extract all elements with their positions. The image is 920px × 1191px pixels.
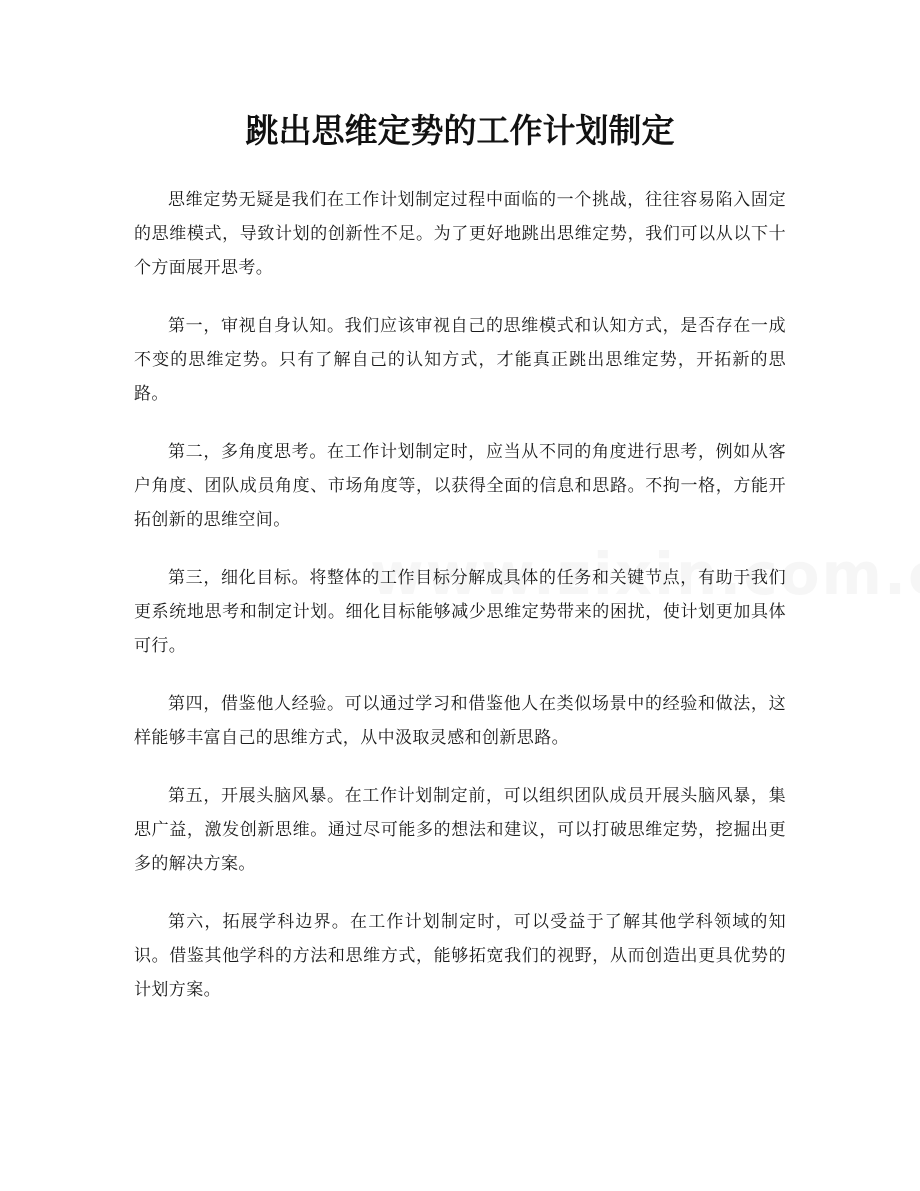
paragraph-4: 第四，借鉴他人经验。可以通过学习和借鉴他人在类似场景中的经验和做法，这样能够丰富自己的思维方式，从中汲取灵感和创新思路。: [134, 694, 786, 748]
document-body: [134, 183, 786, 1031]
paragraph-2: 第二，多角度思考。在工作计划制定时，应当从不同的角度进行思考，例如从客户角度、团队成员角度、市场角度等，以获得全面的信息和思路。不拘一格，方能开拓创新的思维空间。: [134, 442, 786, 530]
paragraph-5: 第五，开展头脑风暴。在工作计划制定前，可以组织团队成员开展头脑风暴，集思广益，激发创新思维。通过尽可能多的想法和建议，可以打破思维定势，挖掘出更多的解决方案。: [134, 786, 786, 874]
paragraph-intro: 思维定势无疑是我们在工作计划制定过程中面临的一个挑战，往往容易陷入固定的思维模式，导致计划的创新性不足。为了更好地跳出思维定势，我们可以从以下十个方面展开思考。: [134, 190, 786, 278]
page-title: 跳出思维定势的工作计划制定: [245, 111, 675, 150]
paragraph-3: 第三，细化目标。将整体的工作目标分解成具体的任务和关键节点，有助于我们更系统地思考和制定计划。细化目标能够减少思维定势带来的困扰，使计划更加具体可行。: [134, 568, 786, 656]
paragraph-6: 第六，拓展学科边界。在工作计划制定时，可以受益于了解其他学科领域的知识。借鉴其他学科的方法和思维方式，能够拓宽我们的视野，从而创造出更具优势的计划方案。: [134, 912, 786, 1000]
paragraph-1: 第一，审视自身认知。我们应该审视自己的思维模式和认知方式，是否存在一成不变的思维定势。只有了解自己的认知方式，才能真正跳出思维定势，开拓新的思路。: [134, 316, 786, 404]
